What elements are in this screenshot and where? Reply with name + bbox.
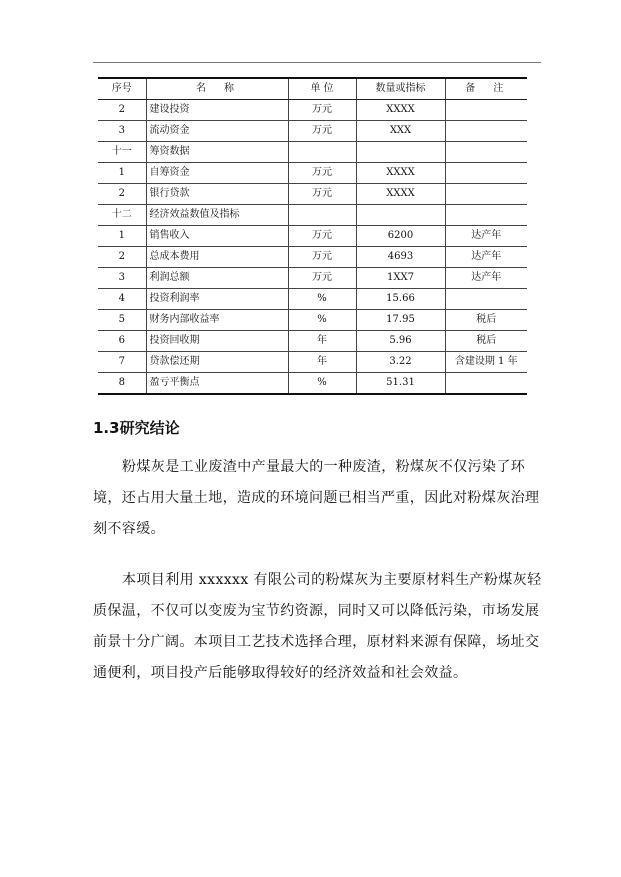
row-note [445, 121, 527, 142]
row-unit: 万元 [288, 163, 356, 184]
row-value: XXXX [356, 184, 445, 205]
table-row [98, 289, 527, 310]
row-name: 总成本费用 [146, 247, 288, 268]
row-value: 6200 [356, 226, 445, 247]
table-row [98, 163, 527, 184]
row-note [445, 184, 527, 205]
row-number: 4 [98, 289, 146, 310]
row-name: 贷款偿还期 [146, 352, 288, 373]
row-name: 盈亏平衡点 [146, 373, 288, 395]
row-name: 经济效益数值及指标 [146, 205, 288, 226]
row-value: 4693 [356, 247, 445, 268]
header-no: 序号 [98, 78, 146, 100]
table-row [98, 331, 527, 352]
row-note: 达产年 [445, 268, 527, 289]
row-value: XXX [356, 121, 445, 142]
row-name: 筹资数据 [146, 142, 288, 163]
economic-indicators-table [98, 77, 527, 395]
row-name: 流动资金 [146, 121, 288, 142]
row-value: 51.31 [356, 373, 445, 395]
row-value [356, 142, 445, 163]
row-note: 含建设期 1 年 [445, 352, 527, 373]
row-unit: 万元 [288, 100, 356, 121]
row-number: 2 [98, 247, 146, 268]
row-unit: % [288, 373, 356, 395]
row-value: 15.66 [356, 289, 445, 310]
row-unit: 万元 [288, 268, 356, 289]
row-value: 5.96 [356, 331, 445, 352]
row-note: 税后 [445, 331, 527, 352]
conclusion-paragraph-2: 本项目利用 xxxxxx 有限公司的粉煤灰为主要原材料生产粉煤灰轻质保温，不仅可以变废为宝节约资源，同时又可以降低污染，市场发展前景十分广阔。本项目工艺技术选择合理，原材料来源有保障，场址交通便利，项目投产后能够取得较好的经济效益和社会效益。 [93, 572, 542, 681]
row-note: 税后 [445, 310, 527, 331]
row-note [445, 373, 527, 395]
table-row [98, 373, 527, 395]
row-name: 建设投资 [146, 100, 288, 121]
row-note [445, 100, 527, 121]
row-number: 十二 [98, 205, 146, 226]
row-number: 6 [98, 331, 146, 352]
row-name: 自筹资金 [146, 163, 288, 184]
row-unit: 万元 [288, 247, 356, 268]
table-row [98, 142, 527, 163]
row-unit: 万元 [288, 184, 356, 205]
row-unit [288, 205, 356, 226]
header-value: 数量或指标 [356, 78, 445, 100]
row-number: 5 [98, 310, 146, 331]
row-note [445, 289, 527, 310]
table-row [98, 226, 527, 247]
table-row [98, 247, 527, 268]
row-number: 3 [98, 268, 146, 289]
row-value: 3.22 [356, 352, 445, 373]
row-value: XXXX [356, 100, 445, 121]
row-name: 银行贷款 [146, 184, 288, 205]
header-unit: 单 位 [288, 78, 356, 100]
section-heading: 1.3研究结论 [93, 419, 180, 437]
row-unit: 万元 [288, 121, 356, 142]
row-note [445, 163, 527, 184]
row-unit: % [288, 289, 356, 310]
header-note: 备 注 [445, 78, 527, 100]
row-unit: 万元 [288, 226, 356, 247]
row-name: 投资回收期 [146, 331, 288, 352]
row-note [445, 205, 527, 226]
row-number: 1 [98, 226, 146, 247]
table-row [98, 121, 527, 142]
row-unit: 年 [288, 331, 356, 352]
row-note [445, 142, 527, 163]
row-number: 2 [98, 184, 146, 205]
row-number: 1 [98, 163, 146, 184]
table-row [98, 205, 527, 226]
row-name: 投资利润率 [146, 289, 288, 310]
table-row [98, 100, 527, 121]
row-unit: 年 [288, 352, 356, 373]
header-name: 名 称 [146, 78, 288, 100]
row-name: 销售收入 [146, 226, 288, 247]
row-number: 2 [98, 100, 146, 121]
row-name: 财务内部收益率 [146, 310, 288, 331]
row-note: 达产年 [445, 247, 527, 268]
table-row [98, 352, 527, 373]
row-number: 8 [98, 373, 146, 395]
row-number: 3 [98, 121, 146, 142]
row-unit [288, 142, 356, 163]
row-unit: % [288, 310, 356, 331]
table-row [98, 310, 527, 331]
row-number: 十一 [98, 142, 146, 163]
row-value: 1XX7 [356, 268, 445, 289]
table-header-row [98, 78, 527, 100]
row-value: 17.95 [356, 310, 445, 331]
page-header-rule [93, 62, 541, 63]
row-note: 达产年 [445, 226, 527, 247]
conclusion-paragraph-1: 粉煤灰是工业废渣中产量最大的一种废渣，粉煤灰不仅污染了环境，还占用大量土地，造成的环境问题已相当严重，因此对粉煤灰治理刻不容缓。 [93, 459, 540, 537]
table-row [98, 268, 527, 289]
table-row [98, 184, 527, 205]
row-value: XXXX [356, 163, 445, 184]
row-name: 利润总额 [146, 268, 288, 289]
row-number: 7 [98, 352, 146, 373]
row-value [356, 205, 445, 226]
